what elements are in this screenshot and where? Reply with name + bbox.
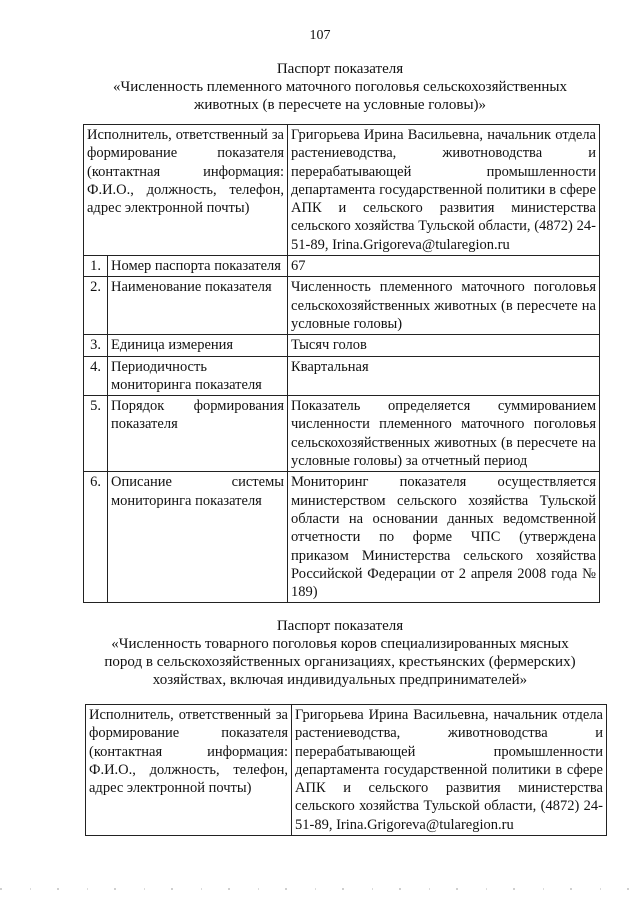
- table-row: [84, 256, 600, 277]
- passport-1-title: Паспорт показателя: [276, 61, 404, 77]
- table-row: [84, 396, 600, 472]
- passport-1-table: [83, 124, 600, 603]
- executor-value: Григорьева Ирина Васильевна, начальник отдела растениеводства, животноводства и перерабатывающей промышленности департамента государственной политики в сфере АПК и сельского развития министерства сельского хозяйства Тульской области, (4872) 24-51-89, Irina.Grigoreva@tularegion.ru: [292, 705, 607, 836]
- passport-2-subtitle-line-1: «Численность товарного поголовья коров специализированных мясных: [111, 636, 569, 652]
- row-label: Единица измерения: [108, 335, 288, 356]
- executor-row: [84, 125, 600, 256]
- passport-1-subtitle-line-1: «Численность племенного маточного поголовья сельскохозяйственных: [112, 79, 568, 95]
- row-number: 6.: [84, 472, 108, 603]
- row-label: Периодичность мониторинга показателя: [108, 356, 288, 396]
- row-label: Наименование показателя: [108, 277, 288, 335]
- row-value: Численность племенного маточного поголовья сельскохозяйственных животных (в пересчете на условные головы): [288, 277, 600, 335]
- row-number: 1.: [84, 256, 108, 277]
- row-label: Описание системы мониторинга показателя: [108, 472, 288, 603]
- row-label: Номер паспорта показателя: [108, 256, 288, 277]
- executor-label: Исполнитель, ответственный за формирование показателя (контактная информация: Ф.И.О., должность, телефон, адрес электронной почты): [86, 705, 292, 836]
- row-value: 67: [288, 256, 600, 277]
- row-value: Квартальная: [288, 356, 600, 396]
- table-row: [84, 472, 600, 603]
- row-value: Мониторинг показателя осуществляется министерством сельского хозяйства Тульской области на основании данных ведомственной отчетности по форме ЧПС (утверждена приказом Министерства сельского хозяйства Российской Федерации от 2 апреля 2008 года № 189): [288, 472, 600, 603]
- executor-value: Григорьева Ирина Васильевна, начальник отдела растениеводства, животноводства и перерабатывающей промышленности департамента государственной политики в сфере АПК и сельского развития министерства сельского хозяйства Тульской области, (4872) 24-51-89, Irina.Grigoreva@tularegion.ru: [288, 125, 600, 256]
- scan-artifact-line: [0, 888, 640, 890]
- executor-label: Исполнитель, ответственный за формирование показателя (контактная информация: Ф.И.О., должность, телефон, адрес электронной почты): [84, 125, 288, 256]
- passport-2-subtitle-line-3: хозяйствах, включая индивидуальных предпринимателей»: [152, 672, 528, 688]
- row-number: 5.: [84, 396, 108, 472]
- passport-1-heading: [70, 60, 610, 114]
- table-row: [84, 335, 600, 356]
- passport-1-subtitle-line-2: животных (в пересчете на условные головы)»: [193, 97, 487, 113]
- table-row: [84, 356, 600, 396]
- page-number: 107: [309, 28, 331, 43]
- passport-2-title: Паспорт показателя: [276, 618, 404, 634]
- row-value: Показатель определяется суммированием численности племенного маточного поголовья сельскохозяйственных животных (в пересчете на условные головы) за отчетный период: [288, 396, 600, 472]
- row-label: Порядок формирования показателя: [108, 396, 288, 472]
- executor-row: [86, 705, 607, 836]
- table-row: [84, 277, 600, 335]
- row-number: 4.: [84, 356, 108, 396]
- row-value: Тысяч голов: [288, 335, 600, 356]
- passport-2-table: [85, 704, 607, 836]
- row-number: 2.: [84, 277, 108, 335]
- passport-2-heading: [70, 617, 610, 689]
- passport-2-subtitle-line-2: пород в сельскохозяйственных организациях, крестьянских (фермерских): [104, 654, 576, 670]
- row-number: 3.: [84, 335, 108, 356]
